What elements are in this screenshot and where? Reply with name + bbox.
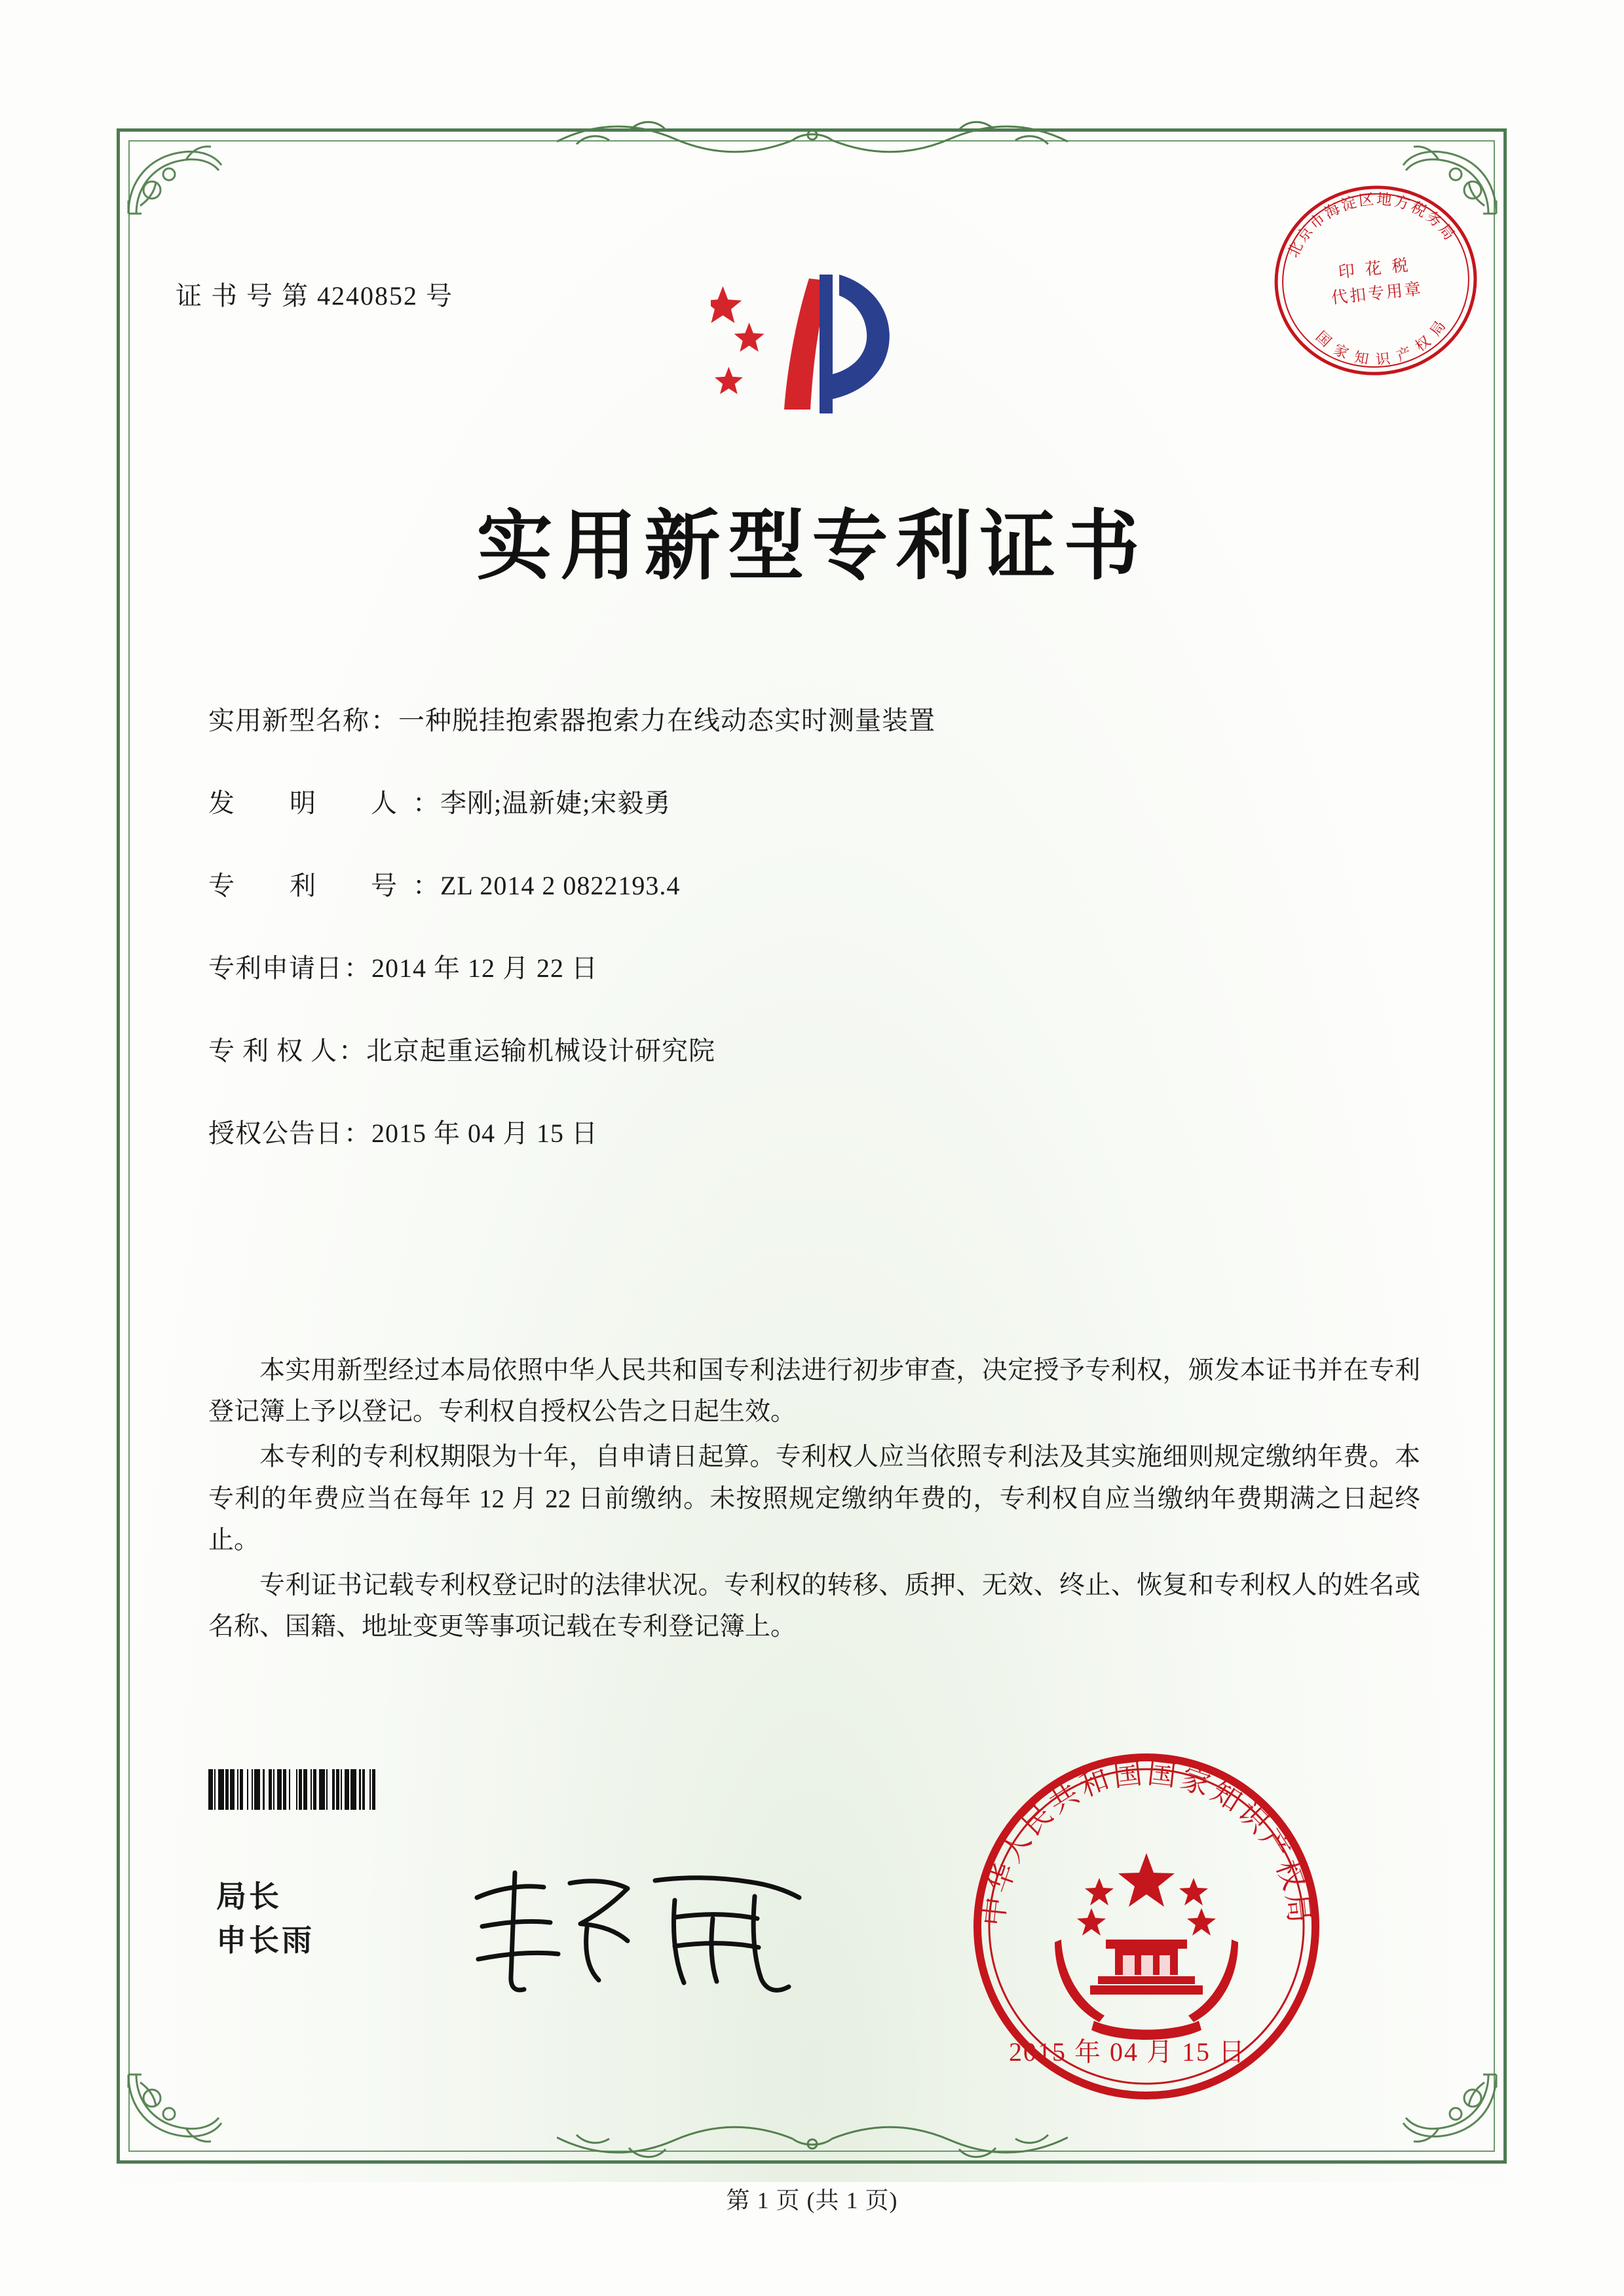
barcode — [208, 1769, 641, 1810]
legal-text-block — [208, 1350, 1420, 1651]
field-label: 授权公告日 — [208, 1119, 343, 1148]
cnipa-logo-icon — [711, 259, 927, 436]
barcode-bar — [375, 1769, 378, 1810]
handwritten-signature-icon — [459, 1854, 832, 2005]
barcode-bar — [265, 1769, 269, 1810]
field-label: 专 利 号 — [208, 871, 411, 900]
field-row-patent-number — [208, 866, 1433, 906]
paragraph: 本实用新型经过本局依照中华人民共和国专利法进行初步审查，决定授予专利权，颁发本证书并在专利登记簿上予以登记。专利权自授权公告之日起生效。 — [208, 1356, 1420, 1426]
tax-stamp-icon — [1264, 176, 1487, 385]
bottom-ornament-icon — [557, 2105, 1068, 2164]
barcode-bar — [319, 1769, 325, 1810]
field-label: 专 利 权 人 — [208, 1036, 337, 1065]
field-row-application-date — [208, 949, 1433, 988]
field-separator: ： — [344, 1119, 370, 1148]
field-separator: ： — [344, 953, 370, 983]
barcode-bar — [303, 1769, 308, 1810]
barcode-bar — [345, 1769, 349, 1810]
field-value-patent-number: ZL 2014 2 0822193.4 — [440, 871, 681, 900]
field-separator: ： — [413, 788, 439, 818]
barcode-bar — [328, 1769, 332, 1810]
field-value-invention-name: 一种脱挂抱索器抱索力在线动态实时测量装置 — [398, 706, 935, 735]
page-footer: 第 1 页 (共 1 页) — [726, 2187, 898, 2213]
field-separator: ： — [339, 1036, 365, 1065]
barcode-bar — [277, 1769, 282, 1810]
top-ornament-icon — [557, 115, 1068, 174]
page-title: 实用新型专利证书 — [476, 501, 1148, 590]
field-row-name — [208, 701, 1433, 740]
field-label: 专利申请日 — [208, 953, 343, 983]
field-value-inventors: 李刚;温新婕;宋毅勇 — [440, 788, 671, 818]
field-label: 实用新型名称 — [208, 706, 369, 735]
field-value-grant-date: 2015 年 04 月 15 日 — [371, 1119, 598, 1148]
signature-name: 申长雨 — [216, 1923, 314, 1957]
svg-text:中华人民共和国国家知识产权局: 中华人民共和国国家知识产权局 — [976, 1756, 1317, 1928]
field-separator: ： — [413, 871, 439, 900]
field-row-patentee — [208, 1031, 1433, 1071]
field-row-inventor — [208, 784, 1433, 823]
svg-text:国 家 知 识 产 权 局: 国 家 知 识 产 权 局 — [1312, 316, 1450, 369]
barcode-bar — [218, 1769, 224, 1810]
corner-ornament-icon — [123, 2068, 235, 2166]
svg-text:代扣专用章: 代扣专用章 — [1330, 278, 1424, 308]
signature-block — [216, 1875, 314, 1962]
barcode-bar — [254, 1769, 260, 1810]
barcode-bar — [208, 1769, 213, 1810]
certificate-number: 证 书 号 第 4240852 号 — [176, 281, 453, 311]
seal-date: 2015 年 04 月 15 日 — [1009, 2037, 1246, 2067]
corner-ornament-icon — [1390, 2068, 1501, 2166]
paragraph: 专利证书记载专利权登记时的法律状况。专利权的转移、质押、无效、终止、恢复和专利权人的姓名或名称、国籍、地址变更等事项记载在专利登记簿上。 — [208, 1571, 1420, 1641]
svg-text:印 花 税: 印 花 税 — [1337, 255, 1412, 282]
barcode-bar — [350, 1769, 356, 1810]
corner-ornament-icon — [123, 122, 235, 220]
field-row-grant-date — [208, 1114, 1433, 1153]
field-label: 发 明 人 — [208, 788, 411, 818]
field-value-patentee: 北京起重运输机械设计研究院 — [366, 1036, 715, 1065]
field-list — [208, 701, 1433, 1196]
paragraph: 本专利的专利权期限为十年，自申请日起算。专利权人应当依照专利法及其实施细则规定缴纳年费。本专利的年费应当在每年 12 月 22 日前缴纳。未按照规定缴纳年费的，专利权自应当缴纳年费期满之日起终止。 — [208, 1443, 1420, 1554]
barcode-bar — [290, 1769, 296, 1810]
barcode-bar — [243, 1769, 248, 1810]
signature-title: 局长 — [216, 1880, 282, 1913]
field-value-application-date: 2014 年 12 月 22 日 — [371, 953, 598, 983]
svg-text:北京市海淀区地方税务局: 北京市海淀区地方税务局 — [1285, 191, 1459, 261]
barcode-bar — [365, 1769, 369, 1810]
barcode-bar — [230, 1769, 235, 1810]
field-separator: ： — [371, 706, 397, 735]
